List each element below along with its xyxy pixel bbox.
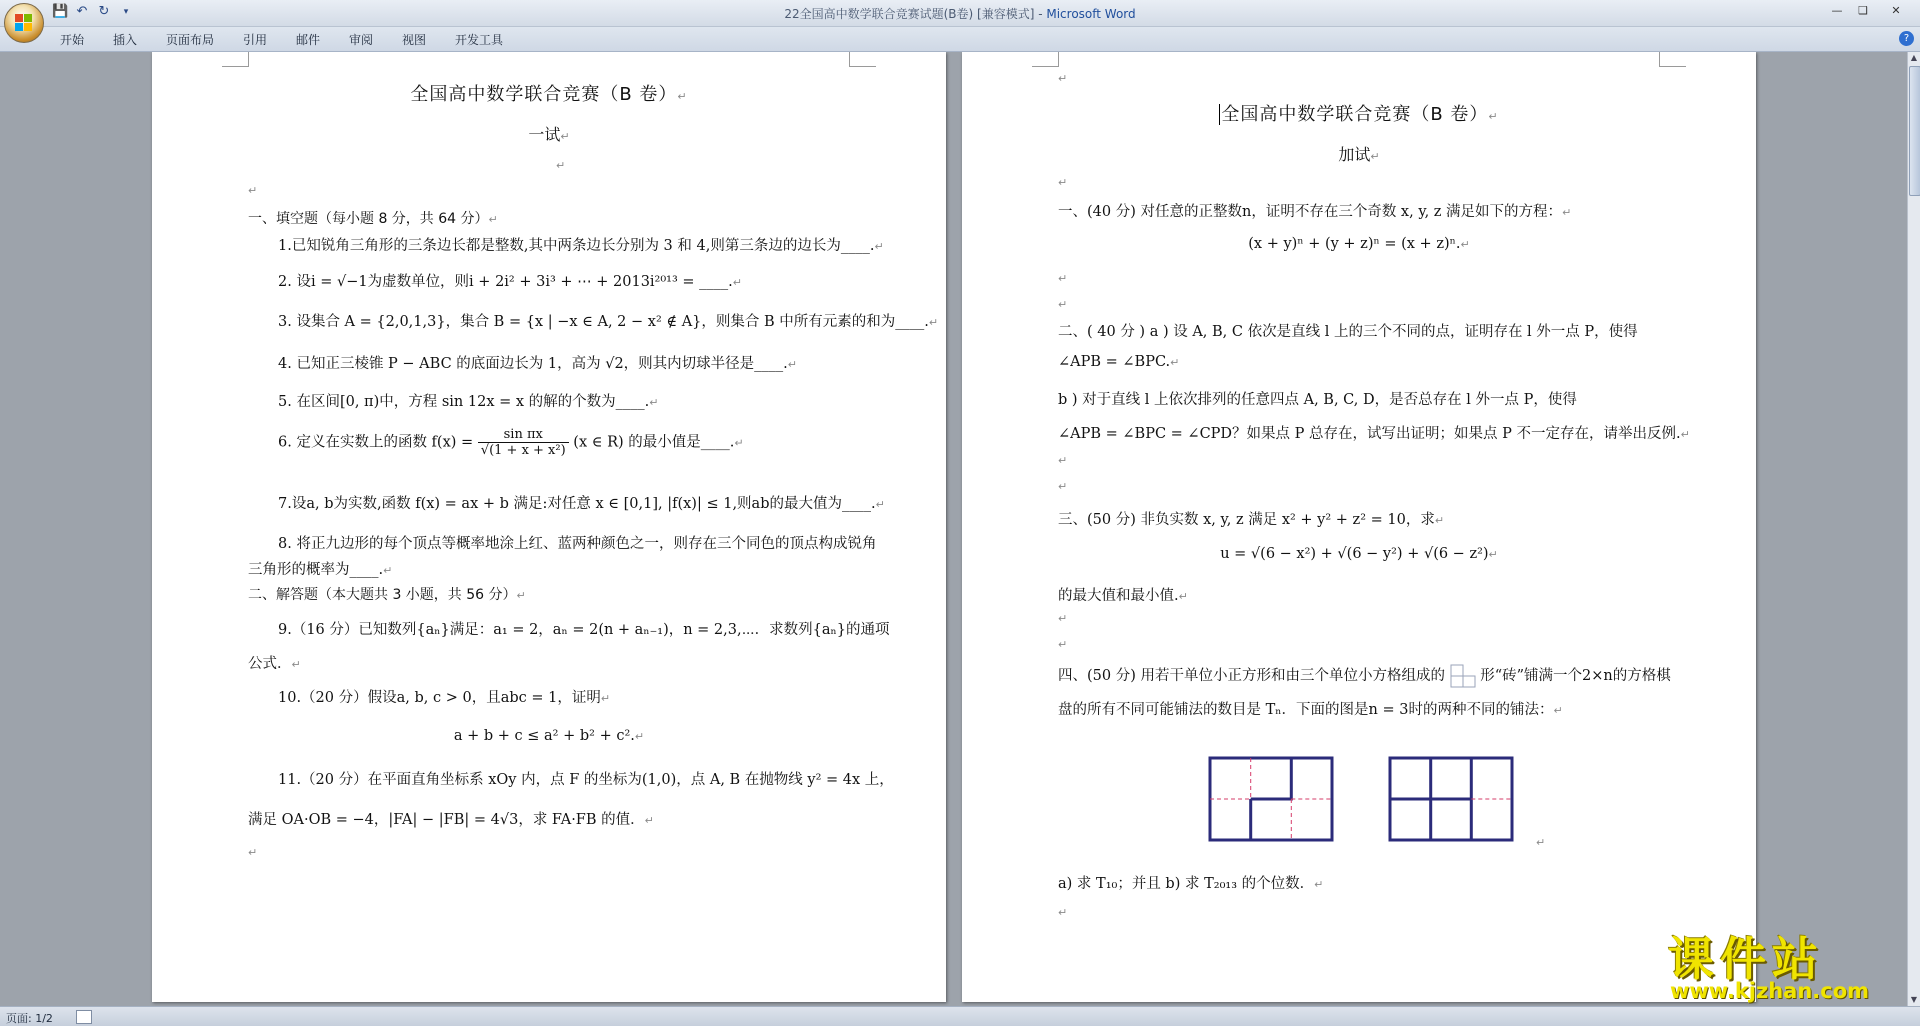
minimize-button[interactable]: — [1831, 4, 1843, 17]
window-controls [1824, 2, 1916, 20]
question-6: 6. 定义在实数上的函数 f(x) = $\frac{\text{sin πx}}{\text{√(1 + x + x²)}}$ (x ∈ R) 的最小值是____.↵ [278, 427, 744, 458]
l-tromino-icon [1450, 664, 1476, 688]
page-subtitle: 加试↵ [1338, 145, 1380, 164]
maximize-button[interactable]: ❑ [1858, 4, 1868, 17]
problem-1-formula: (x + y)ⁿ + (y + z)ⁿ = (x + z)ⁿ.↵ [1248, 236, 1470, 252]
problem-3-tail: 的最大值和最小值.↵ [1058, 588, 1188, 604]
question-9-line-2: 公式．↵ [248, 656, 301, 672]
question-1: 1.已知锐角三角形的三条边长都是整数,其中两条边长分别为 3 和 4,则第三条边的边长为____.↵ [278, 238, 884, 254]
tab-developer[interactable]: 开发工具 [455, 33, 504, 47]
question-11-line-2: 满足 OA·OB = −4，|FA| − |FB| = 4√3，求 FA·FB 的值．↵ [248, 812, 654, 828]
fraction-numerator: sin πx [478, 427, 569, 443]
question-5: 5. 在区间[0, π)中，方程 sin 12x = x 的解的个数为____.↵ [278, 394, 659, 410]
fraction [478, 427, 569, 458]
document-page-2[interactable] [962, 52, 1756, 1002]
window-title [0, 5, 1920, 22]
question-10-formula: a + b + c ≤ a² + b² + c².↵ [453, 728, 645, 744]
customize-qat-icon[interactable]: ▾ [123, 7, 129, 17]
ribbon-tabs [0, 27, 1920, 52]
tab-references[interactable]: 引用 [243, 33, 268, 47]
problem-2-line-3: b ) 对于直线 l 上依次排列的任意四点 A, B, C, D，是否总存在 l 外一点 P，使得 [1058, 392, 1577, 408]
paragraph-mark: ↵ [1058, 176, 1068, 189]
paragraph-mark: ↵ [1058, 638, 1068, 651]
office-button[interactable] [4, 3, 44, 43]
problem-2-line-2: ∠APB = ∠BPC.↵ [1058, 354, 1180, 370]
undo-icon[interactable]: ↶ [76, 4, 88, 19]
problem-2-line-1: 二、( 40 分 ) a ) 设 A, B, C 依次是直线 l 上的三个不同的点，证明存在 l 外一点 P，使得 [1058, 324, 1638, 340]
paragraph-mark: ↵ [1536, 836, 1546, 849]
title-bar [0, 0, 1920, 27]
fraction-denominator: √(1 + x + x²) [480, 443, 566, 458]
margin-corner-mark [849, 52, 876, 67]
tab-home[interactable]: 开始 [60, 33, 85, 47]
tiling-figure-1 [1208, 756, 1334, 842]
problem-4-line-1: 四、(50 分) 用若干单位小正方形和由三个单位小方格组成的 形“砖”铺满一个2×n的方格棋 [1058, 664, 1671, 688]
paragraph-mark: ↵ [1058, 612, 1068, 625]
margin-corner-mark [222, 52, 249, 67]
question-8-line-2: 三角形的概率为____.↵ [248, 562, 393, 578]
tab-review[interactable]: 审阅 [349, 33, 374, 47]
tab-view[interactable]: 视图 [402, 33, 427, 47]
paragraph-mark: ↵ [1058, 72, 1068, 85]
help-icon[interactable]: ? [1899, 31, 1914, 46]
paragraph-mark: ↵ [248, 846, 258, 859]
problem-4-line-2: 盘的所有不同可能铺法的数目是 Tₙ．下面的图是n = 3时的两种不同的铺法：↵ [1058, 702, 1563, 718]
question-11-line-1: 11.（20 分）在平面直角坐标系 xOy 内，点 F 的坐标为(1,0)，点 A, B 在抛物线 y² = 4x 上， [278, 772, 894, 788]
problem-3: 三、(50 分) 非负实数 x, y, z 满足 x² + y² + z² = 10，求↵ [1058, 512, 1445, 528]
watermark-url: www.kjzhan.com [1670, 979, 1870, 1003]
page-title: 全国高中数学联合竞赛（B 卷）↵ [410, 84, 688, 105]
problem-4-question: a) 求 T₁₀；并且 b) 求 T₂₀₁₃ 的个位数．↵ [1058, 876, 1324, 892]
watermark-logo [1668, 923, 1900, 1003]
question-4: 4. 已知正三棱锥 P − ABC 的底面边长为 1，高为 √2，则其内切球半径是____.↵ [278, 356, 798, 372]
question-7: 7.设a, b为实数,函数 f(x) = ax + b 满足:对任意 x ∈ [0,1], |f(x)| ≤ 1,则ab的最大值为____.↵ [278, 496, 885, 512]
tab-mailings[interactable]: 邮件 [296, 33, 321, 47]
save-icon[interactable]: 💾 [52, 4, 69, 19]
office-logo-icon [15, 14, 33, 32]
problem-2-line-4: ∠APB = ∠BPC = ∠CPD？如果点 P 总存在，试写出证明；如果点 P 不一定存在，请举出反例.↵ [1058, 426, 1690, 442]
margin-corner-mark [1032, 52, 1059, 67]
page-subtitle: 一试↵ [528, 125, 570, 144]
question-2: 2. 设i = √−1为虚数单位，则i + 2i² + 3i³ + ⋯ + 2013i²⁰¹³ = ____.↵ [278, 274, 743, 290]
question-8-line-1: 8. 将正九边形的每个顶点等概率地涂上红、蓝两种颜色之一，则存在三个同色的顶点构成锐角 [278, 536, 877, 552]
page-title: 全国高中数学联合竞赛（B 卷）↵ [1221, 104, 1499, 125]
section-heading-solutions: 二、解答题（本大题共 3 小题，共 56 分）↵ [248, 587, 526, 603]
question-9-line-1: 9.（16 分）已知数列{aₙ}满足：a₁ = 2，aₙ = 2(n + aₙ₋₁)，n = 2,3,⋯．求数列{aₙ}的通项 [278, 622, 890, 638]
scroll-down-icon[interactable]: ▼ [1910, 995, 1918, 1004]
paragraph-mark: ↵ [248, 184, 258, 197]
scroll-up-icon[interactable]: ▲ [1910, 53, 1918, 62]
paragraph-mark: ↵ [556, 159, 566, 172]
close-button[interactable]: ✕ [1891, 4, 1901, 17]
tab-insert[interactable]: 插入 [113, 33, 138, 47]
question-3: 3. 设集合 A = {2,0,1,3}，集合 B = {x | −x ∈ A, 2 − x² ∉ A}，则集合 B 中所有元素的和为____.↵ [278, 314, 939, 330]
scroll-thumb[interactable] [1909, 66, 1920, 196]
paragraph-mark: ↵ [1058, 480, 1068, 493]
section-heading-fill-in: 一、填空题（每小题 8 分，共 64 分）↵ [248, 211, 498, 227]
document-page-1[interactable] [152, 52, 946, 1002]
problem-1: 一、(40 分) 对任意的正整数n，证明不存在三个奇数 x, y, z 满足如下的方程：↵ [1058, 204, 1572, 220]
page-count[interactable]: 页面: 1/2 [6, 1012, 53, 1025]
margin-corner-mark [1659, 52, 1686, 67]
question-10: 10.（20 分）假设a, b, c > 0，且abc = 1，证明↵ [278, 690, 611, 706]
problem-3-formula: u = √(6 − x²) + √(6 − y²) + √(6 − z²)↵ [1220, 546, 1498, 562]
paragraph-mark: ↵ [1058, 454, 1068, 467]
status-bar [0, 1006, 1920, 1026]
watermark-title: 课件站 [1668, 932, 1824, 986]
document-name: 22全国高中数学联合竞赛试题(B卷) [兼容模式] - [784, 7, 1047, 21]
paragraph-mark: ↵ [1058, 298, 1068, 311]
paragraph-mark: ↵ [1058, 272, 1068, 285]
app-name: Microsoft Word [1046, 7, 1136, 21]
paragraph-mark: ↵ [1058, 906, 1068, 919]
proofing-icon[interactable] [76, 1010, 92, 1024]
tab-page-layout[interactable]: 页面布局 [166, 33, 215, 47]
document-workspace [0, 52, 1908, 1006]
vertical-scrollbar[interactable] [1907, 52, 1920, 1006]
redo-icon[interactable]: ↻ [98, 4, 110, 19]
tiling-figure-2 [1388, 756, 1514, 842]
